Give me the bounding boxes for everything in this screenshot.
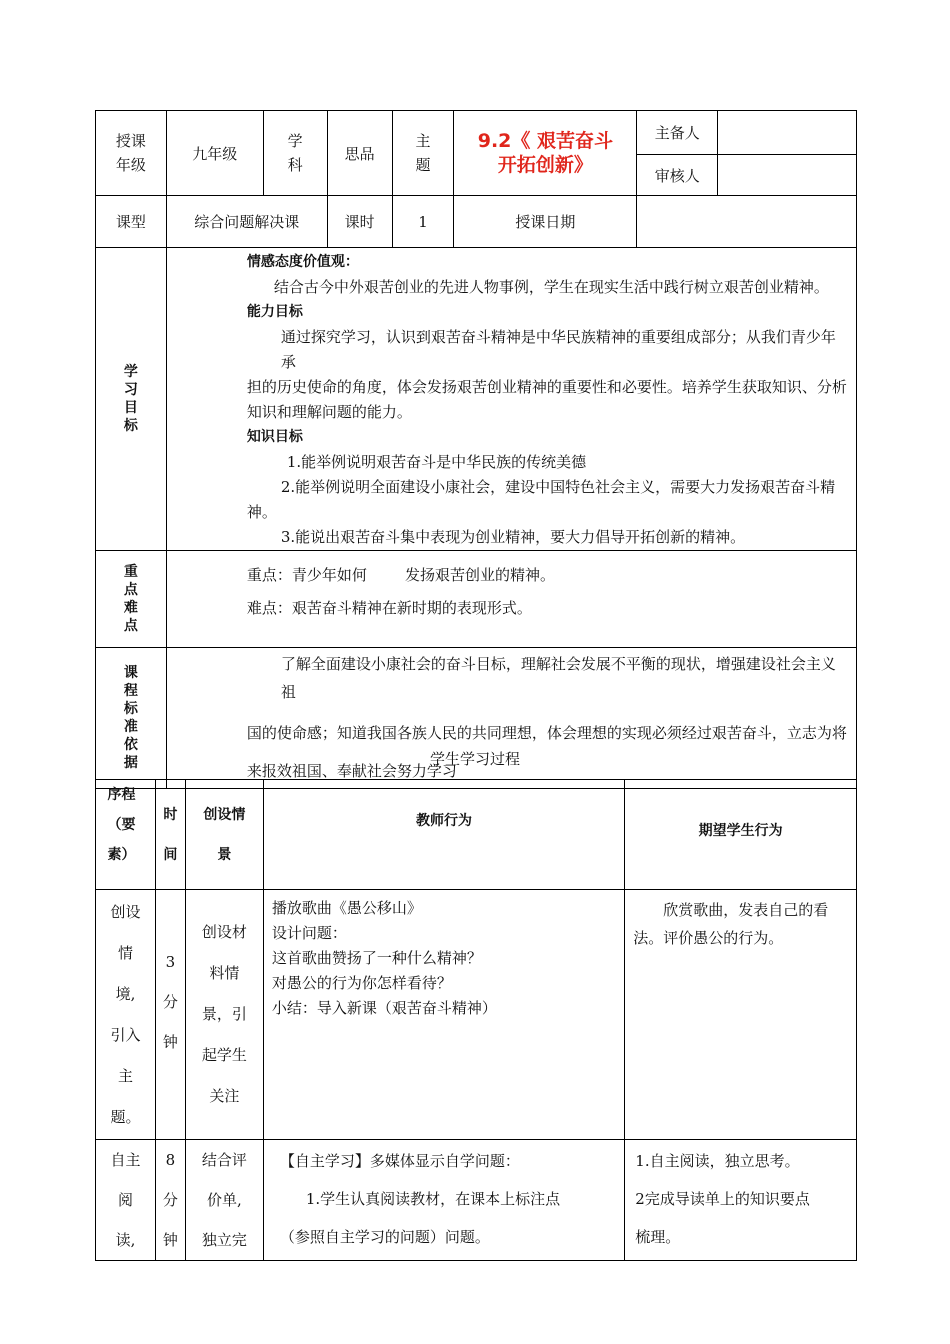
reviewer-value bbox=[718, 155, 857, 196]
standards-text-2: 国的使命感；知道我国各族人民的共同理想，体会理想的实现必须经过艰苦奋斗，立志为将 bbox=[246, 724, 847, 742]
keypoints-label: 重 点 难 点 bbox=[123, 564, 138, 634]
row1-teacher-line: 小结：导入新课（艰苦奋斗精神） bbox=[271, 999, 497, 1017]
col-time-header bbox=[155, 780, 185, 890]
ability-heading: 能力目标 bbox=[246, 304, 303, 320]
ability-text-3: 知识和理解问题的能力。 bbox=[246, 403, 412, 421]
keypoints-content bbox=[166, 551, 856, 648]
row2-time-cell bbox=[155, 1140, 185, 1261]
standards-text-1: 了解全面建设小康社会的奋斗目标，理解社会发展不平衡的现状，增强建设社会主义祖 bbox=[280, 655, 836, 701]
row1-scenario-cell bbox=[185, 890, 263, 1140]
lesson-type-label: 课型 bbox=[96, 196, 167, 248]
row1-teacher-line: 这首歌曲赞扬了一种什么精神？ bbox=[271, 949, 482, 967]
topic-title-line1: 9.2《 艰苦奋斗 bbox=[477, 130, 613, 152]
row2-teacher-line: 1.学生认真阅读教材，在课本上标注点 bbox=[305, 1190, 561, 1208]
row2-time: 8 分 钟 bbox=[162, 1151, 178, 1249]
process-caption: 学生学习过程 bbox=[429, 750, 520, 768]
row1-student-cell bbox=[625, 890, 857, 1140]
row1-teacher-line: 播放歌曲《愚公移山》 bbox=[271, 899, 422, 917]
preparer-label: 主备人 bbox=[637, 111, 718, 155]
emotion-heading: 情感态度价值观： bbox=[246, 254, 359, 270]
topic-label: 主 题 bbox=[415, 132, 431, 174]
row2-student-line: 梳理。 bbox=[635, 1228, 681, 1246]
knowledge-2a: 2.能举例说明全面建设小康社会，建设中国特色社会主义，需要大力发扬艰苦奋斗精 bbox=[280, 478, 836, 496]
col-scenario-label: 创设情 景 bbox=[203, 807, 246, 863]
row1-student: 欣赏歌曲，发表自己的看法。评价愚公的行为。 bbox=[633, 901, 829, 947]
ability-text-2: 担的历史使命的角度，体会发扬艰苦创业精神的重要性和必要性。培养学生获取知识、分析 bbox=[246, 378, 847, 396]
row1-teacher-line: 设计问题： bbox=[271, 924, 347, 942]
hours-value: 1 bbox=[392, 196, 454, 248]
col-teacher-header: 教师行为 bbox=[263, 780, 624, 890]
topic-label-cell bbox=[392, 111, 454, 196]
row1-sequence: 创设 情 境, 引入 主 题。 bbox=[110, 903, 141, 1126]
topic-title-cell bbox=[454, 111, 637, 196]
preparer-value bbox=[718, 111, 857, 155]
row2-teacher-line: （参照自主学习的问题）问题。 bbox=[279, 1228, 490, 1246]
grade-value: 九年级 bbox=[166, 111, 263, 196]
col-time-label: 时 间 bbox=[163, 807, 178, 863]
knowledge-heading: 知识目标 bbox=[246, 429, 303, 445]
key-point-text: 重点：青少年如何 发扬艰苦创业的精神。 bbox=[246, 566, 555, 584]
standards-label: 课 程 标 准 依 据 bbox=[123, 665, 138, 771]
lesson-type-value: 综合问题解决课 bbox=[166, 196, 327, 248]
process-table bbox=[95, 779, 857, 1261]
knowledge-1: 1.能举例说明艰苦奋斗是中华民族的传统美德 bbox=[286, 453, 587, 471]
col-scenario-header bbox=[185, 780, 263, 890]
row2-teacher-cell bbox=[263, 1140, 624, 1261]
subject-value: 思品 bbox=[327, 111, 392, 196]
ability-text-1: 通过探究学习，认识到艰苦奋斗精神是中华民族精神的重要组成部分；从我们青少年承 bbox=[280, 328, 836, 371]
row1-sequence-cell bbox=[96, 890, 156, 1140]
row2-student-line: 1.自主阅读，独立思考。 bbox=[635, 1152, 800, 1170]
row2-student-line: 2完成导读单上的知识要点 bbox=[635, 1190, 810, 1208]
row2-teacher-line: 【自主学习】多媒体显示自学问题： bbox=[279, 1152, 520, 1170]
knowledge-3: 3.能说出艰苦奋斗集中表现为创业精神，要大力倡导开拓创新的精神。 bbox=[280, 528, 746, 546]
grade-label-cell bbox=[96, 111, 167, 196]
row1-teacher-line: 对愚公的行为你怎样看待？ bbox=[271, 974, 452, 992]
col-sequence-header bbox=[96, 780, 156, 890]
row1-time-cell bbox=[155, 890, 185, 1140]
lesson-info-table bbox=[95, 110, 857, 789]
row1-time: 3 分 钟 bbox=[162, 953, 178, 1051]
col-sequence-label: 序程 （要 素） bbox=[107, 787, 136, 863]
row2-sequence-cell bbox=[96, 1140, 156, 1261]
reviewer-label: 审核人 bbox=[637, 155, 718, 196]
knowledge-2b: 神。 bbox=[246, 503, 277, 521]
date-value bbox=[637, 196, 857, 248]
grade-label: 授课 年级 bbox=[115, 132, 146, 174]
row2-scenario-cell bbox=[185, 1140, 263, 1261]
objectives-label: 学 习 目 标 bbox=[123, 364, 138, 434]
row2-student-cell bbox=[625, 1140, 857, 1261]
col-student-header: 期望学生行为 bbox=[625, 780, 857, 890]
row2-sequence: 自主 阅 读, bbox=[110, 1151, 141, 1249]
keypoints-label-cell bbox=[96, 551, 167, 648]
row1-scenario: 创设材 料情 景，引 起学生 关注 bbox=[201, 923, 247, 1105]
date-label: 授课日期 bbox=[454, 196, 637, 248]
objectives-label-cell bbox=[96, 248, 167, 551]
difficult-point-text: 难点：艰苦奋斗精神在新时期的表现形式。 bbox=[246, 599, 532, 617]
objectives-content bbox=[166, 248, 856, 551]
emotion-text: 结合古今中外艰苦创业的先进人物事例，学生在现实生活中践行树立艰苦创业精神。 bbox=[273, 278, 829, 296]
standards-text-3: 来报效祖国、奉献社会努力学习 bbox=[246, 762, 457, 780]
subject-label: 学 科 bbox=[287, 132, 303, 174]
subject-label-cell bbox=[263, 111, 327, 196]
row2-scenario: 结合评 价单, 独立完 bbox=[201, 1151, 247, 1249]
hours-label: 课时 bbox=[327, 196, 392, 248]
topic-title-line2: 开拓创新》 bbox=[497, 154, 593, 176]
row1-teacher-cell bbox=[263, 890, 624, 1140]
